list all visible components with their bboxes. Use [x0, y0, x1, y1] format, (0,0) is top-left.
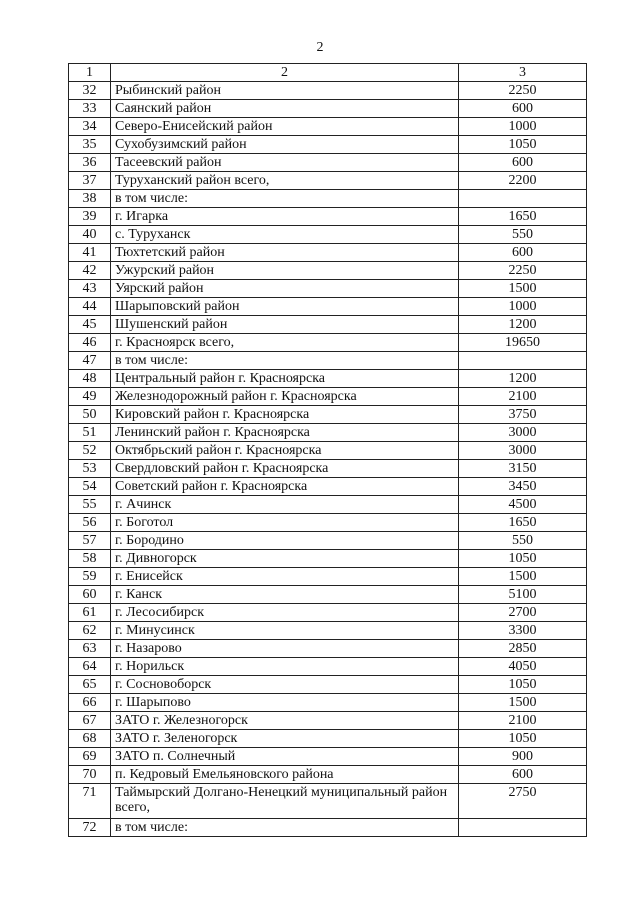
table-row [69, 208, 587, 226]
table-row [69, 352, 587, 370]
row-number: 51 [69, 424, 111, 442]
row-name: г. Енисейск [111, 568, 459, 586]
row-value: 4500 [459, 496, 587, 514]
header-cell-name: 2 [111, 64, 459, 82]
row-name: Таймырский Долгано-Ненецкий муниципальный район всего, [111, 784, 459, 819]
table-row [69, 136, 587, 154]
row-name: Рыбинский район [111, 82, 459, 100]
row-number: 69 [69, 748, 111, 766]
row-name: Шушенский район [111, 316, 459, 334]
row-number: 37 [69, 172, 111, 190]
table-row [69, 730, 587, 748]
row-name: г. Сосновоборск [111, 676, 459, 694]
row-value [459, 352, 587, 370]
row-value: 1500 [459, 694, 587, 712]
row-value: 3300 [459, 622, 587, 640]
table-row [69, 532, 587, 550]
table-row [69, 712, 587, 730]
row-value: 1500 [459, 568, 587, 586]
row-number: 52 [69, 442, 111, 460]
row-value: 1000 [459, 118, 587, 136]
table-row [69, 190, 587, 208]
table-row [69, 496, 587, 514]
row-value: 3450 [459, 478, 587, 496]
row-number: 47 [69, 352, 111, 370]
table-row [69, 604, 587, 622]
row-value: 600 [459, 154, 587, 172]
row-value: 2200 [459, 172, 587, 190]
row-value [459, 190, 587, 208]
row-value: 1050 [459, 550, 587, 568]
row-name: г. Норильск [111, 658, 459, 676]
row-name: Северо-Енисейский район [111, 118, 459, 136]
row-name: п. Кедровый Емельяновского района [111, 766, 459, 784]
table-row [69, 100, 587, 118]
row-number: 63 [69, 640, 111, 658]
table-row [69, 748, 587, 766]
row-value: 3150 [459, 460, 587, 478]
table-row [69, 568, 587, 586]
row-value: 2250 [459, 82, 587, 100]
table-row [69, 694, 587, 712]
row-number: 65 [69, 676, 111, 694]
table-row [69, 640, 587, 658]
table-row [69, 154, 587, 172]
table-row [69, 424, 587, 442]
row-number: 68 [69, 730, 111, 748]
row-name: г. Канск [111, 586, 459, 604]
table-row [69, 388, 587, 406]
row-value: 3000 [459, 424, 587, 442]
row-name: ЗАТО г. Зеленогорск [111, 730, 459, 748]
row-value: 1650 [459, 514, 587, 532]
row-name: г. Минусинск [111, 622, 459, 640]
table-row [69, 766, 587, 784]
row-value: 1200 [459, 316, 587, 334]
row-value: 4050 [459, 658, 587, 676]
row-value: 1200 [459, 370, 587, 388]
table-row [69, 658, 587, 676]
row-value: 2750 [459, 784, 587, 819]
row-name: Ленинский район г. Красноярска [111, 424, 459, 442]
row-name: Туруханский район всего, [111, 172, 459, 190]
row-name: Шарыповский район [111, 298, 459, 316]
row-name: Тюхтетский район [111, 244, 459, 262]
row-name: с. Туруханск [111, 226, 459, 244]
row-name: г. Игарка [111, 208, 459, 226]
data-table [68, 63, 587, 837]
row-name: Кировский район г. Красноярска [111, 406, 459, 424]
row-name: Октябрьский район г. Красноярска [111, 442, 459, 460]
table-header-row [69, 64, 587, 82]
row-number: 43 [69, 280, 111, 298]
row-value: 600 [459, 766, 587, 784]
row-value: 2850 [459, 640, 587, 658]
row-number: 54 [69, 478, 111, 496]
table-row [69, 82, 587, 100]
row-number: 40 [69, 226, 111, 244]
table-row [69, 334, 587, 352]
row-value: 1000 [459, 298, 587, 316]
row-number: 56 [69, 514, 111, 532]
row-value: 3750 [459, 406, 587, 424]
row-number: 72 [69, 819, 111, 837]
row-number: 50 [69, 406, 111, 424]
table-row [69, 370, 587, 388]
row-name: г. Красноярск всего, [111, 334, 459, 352]
table-row [69, 406, 587, 424]
row-name: Уярский район [111, 280, 459, 298]
row-name: Свердловский район г. Красноярска [111, 460, 459, 478]
row-value: 1050 [459, 730, 587, 748]
table-row [69, 514, 587, 532]
row-number: 46 [69, 334, 111, 352]
table-row [69, 676, 587, 694]
row-name: в том числе: [111, 190, 459, 208]
row-value: 5100 [459, 586, 587, 604]
row-number: 59 [69, 568, 111, 586]
row-number: 71 [69, 784, 111, 819]
row-value: 1050 [459, 136, 587, 154]
row-number: 58 [69, 550, 111, 568]
row-number: 61 [69, 604, 111, 622]
row-name: Саянский район [111, 100, 459, 118]
row-name: Тасеевский район [111, 154, 459, 172]
row-name: г. Шарыпово [111, 694, 459, 712]
row-name: Ужурский район [111, 262, 459, 280]
row-number: 57 [69, 532, 111, 550]
table-row [69, 586, 587, 604]
row-value: 900 [459, 748, 587, 766]
table-row [69, 226, 587, 244]
row-number: 70 [69, 766, 111, 784]
table-row [69, 442, 587, 460]
row-number: 44 [69, 298, 111, 316]
table-row [69, 819, 587, 837]
header-cell-value: 3 [459, 64, 587, 82]
row-number: 60 [69, 586, 111, 604]
row-name: ЗАТО г. Железногорск [111, 712, 459, 730]
row-value: 19650 [459, 334, 587, 352]
table-row [69, 298, 587, 316]
row-number: 64 [69, 658, 111, 676]
row-value: 550 [459, 226, 587, 244]
row-name: г. Лесосибирск [111, 604, 459, 622]
table-row [69, 244, 587, 262]
table-row [69, 118, 587, 136]
row-name: г. Бородино [111, 532, 459, 550]
row-number: 39 [69, 208, 111, 226]
row-value [459, 819, 587, 837]
table-row [69, 280, 587, 298]
row-number: 38 [69, 190, 111, 208]
row-number: 48 [69, 370, 111, 388]
table-row [69, 478, 587, 496]
row-value: 2100 [459, 712, 587, 730]
table-row [69, 316, 587, 334]
row-value: 1050 [459, 676, 587, 694]
row-number: 41 [69, 244, 111, 262]
row-number: 33 [69, 100, 111, 118]
row-number: 53 [69, 460, 111, 478]
row-number: 66 [69, 694, 111, 712]
row-name: в том числе: [111, 819, 459, 837]
row-value: 1650 [459, 208, 587, 226]
row-value: 600 [459, 244, 587, 262]
row-number: 49 [69, 388, 111, 406]
row-value: 2250 [459, 262, 587, 280]
table-row [69, 172, 587, 190]
row-number: 32 [69, 82, 111, 100]
table-row [69, 550, 587, 568]
row-value: 600 [459, 100, 587, 118]
row-name: ЗАТО п. Солнечный [111, 748, 459, 766]
row-name: в том числе: [111, 352, 459, 370]
table-row [69, 784, 587, 819]
row-name: Советский район г. Красноярска [111, 478, 459, 496]
row-number: 42 [69, 262, 111, 280]
row-number: 67 [69, 712, 111, 730]
row-name: г. Назарово [111, 640, 459, 658]
row-name: Центральный район г. Красноярска [111, 370, 459, 388]
row-name: г. Дивногорск [111, 550, 459, 568]
row-name: Сухобузимский район [111, 136, 459, 154]
row-name: г. Ачинск [111, 496, 459, 514]
row-number: 36 [69, 154, 111, 172]
row-value: 3000 [459, 442, 587, 460]
table-row [69, 622, 587, 640]
header-cell-number: 1 [69, 64, 111, 82]
row-value: 550 [459, 532, 587, 550]
row-name: г. Боготол [111, 514, 459, 532]
row-name: Железнодорожный район г. Красноярска [111, 388, 459, 406]
row-number: 35 [69, 136, 111, 154]
row-number: 55 [69, 496, 111, 514]
table-row [69, 460, 587, 478]
row-value: 2100 [459, 388, 587, 406]
row-number: 45 [69, 316, 111, 334]
row-number: 62 [69, 622, 111, 640]
row-value: 2700 [459, 604, 587, 622]
row-number: 34 [69, 118, 111, 136]
row-value: 1500 [459, 280, 587, 298]
page-number: 2 [316, 40, 324, 55]
table-row [69, 262, 587, 280]
